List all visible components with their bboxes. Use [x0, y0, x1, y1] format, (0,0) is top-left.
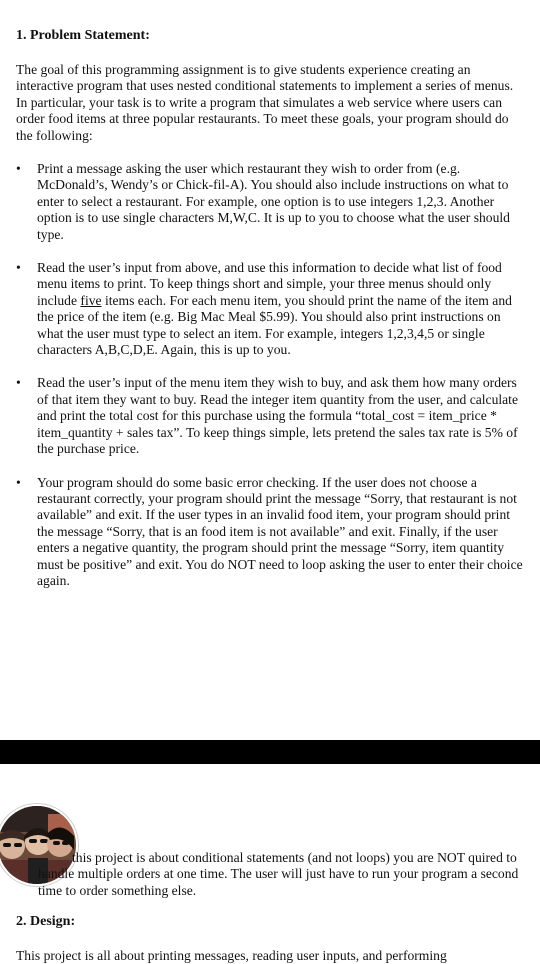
section-heading-design: 2. Design: — [16, 914, 76, 929]
intro-paragraph: The goal of this programming assignment is to give students experience creating an interactive program that uses nested conditional statements to implement a series of menus. In particular, your task is to write a program that simulates a web service where users can order food items at three popular restaurants. To meet these goals, your program should do the following: — [16, 62, 514, 143]
design-paragraph-cut: This project is all about printing messages, reading user inputs, and performing — [16, 948, 447, 963]
requirements-list — [0, 161, 540, 589]
bullet-icon: • — [16, 474, 21, 490]
list-item — [0, 161, 525, 243]
loops-note — [38, 850, 524, 899]
bullet-text: Print a message asking the user which restaurant they wish to order from (e.g. McDonald’s, Wendy’s or Chick-fil-A). You should also include instructions on what to enter to select a restaurant. For example, one option is to use integers 1,2,3. Another option is to use single characters M,W,C. It is up to you to choose what the user should type. — [37, 161, 510, 242]
section-heading-problem-statement: 1. Problem Statement: — [16, 28, 150, 43]
bullet-icon: • — [16, 260, 21, 276]
bullet-icon: • — [16, 161, 21, 176]
bullet-text-part: Read the user’s input from above, and use this information to decide what list of food menu items to print. To keep things short and simple, your three menus should only include — [37, 260, 502, 308]
bullet-icon: • — [16, 375, 21, 391]
bullet-text: Read the user’s input of the menu item they wish to buy, and ask them how many orders of that item they want to buy. Read the integer item quantity from the user, and calculate and print the total cost for this purchase using the formula “total_cost = item_price * item_quantity + sales tax”. To keep things simple, lets pretend the sales tax rate is 5% of the purchase price. — [37, 375, 518, 457]
underlined-word: five — [80, 292, 102, 308]
page-break-divider — [0, 740, 540, 764]
bullet-text: Your program should do some basic error checking. If the user does not choose a restaurant correctly, your program should print the message “Sorry, that restaurant is not available” and exit. If the user types in an invalid food item, your program should print the message “Sorry, that is an food item is not available” and exit. Finally, if the user enters a negative quantity, the program should print the message “Sorry, item quantity must be positive” and exit. You do NOT need to loop asking the user to enter their choice again. — [37, 474, 523, 588]
bullet-text-part: items each. For each menu item, you should print the name of the item and the price of the item (e.g. Big Mac Meal $5.99). You should also print instructions on what the user must type to select an item. For example, integers 1,2,3,4,5 or single characters A,B,C,D,E. Again, this is up to you. — [37, 292, 512, 358]
loops-note-text: this project is about conditional statements (and not loops) you are NOT quired to handle multiple orders at one time. The user will just have to run your program a second time to order something else. — [38, 850, 519, 898]
list-item — [0, 375, 525, 457]
list-item — [0, 475, 525, 590]
document-page-bottom — [0, 764, 540, 963]
list-item — [0, 260, 525, 358]
